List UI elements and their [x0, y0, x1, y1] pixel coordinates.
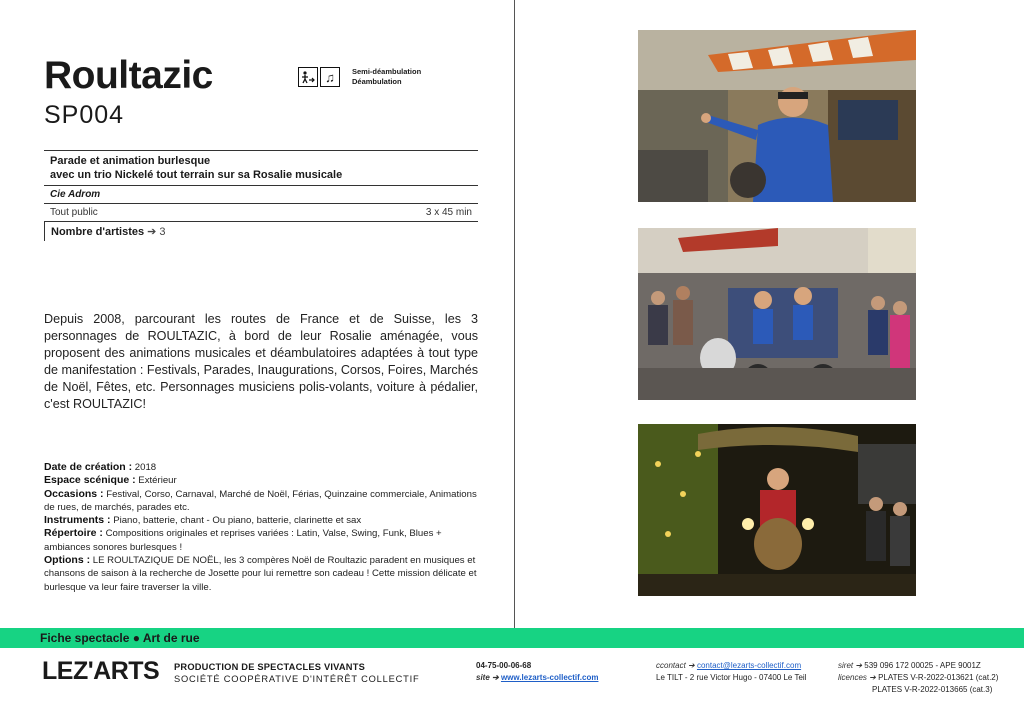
contact-block	[656, 660, 806, 684]
site-label: site ➔	[476, 673, 499, 682]
detail-value: Festival, Corso, Carnaval, Marché de Noël, Férias, Quinzaine commerciale, Animations de rues, de marchés, parades etc.	[44, 488, 477, 513]
detail-label: Options :	[44, 554, 91, 567]
details-list	[44, 461, 484, 594]
lezarts-logo: LEZ'ARTS	[42, 657, 160, 685]
tagline: PRODUCTION DE SPECTACLES VIVANTS	[174, 662, 365, 672]
semi-deambulation-icon	[298, 67, 318, 87]
show-code: SP004	[44, 101, 125, 129]
mode-deambulation: Déambulation	[352, 77, 402, 86]
detail-item	[44, 514, 484, 527]
detail-item	[44, 461, 484, 474]
photo-christmas-night	[638, 424, 916, 596]
detail-value: LE ROULTAZIQUE DE NOËL, les 3 compères Noël de Roultazic paradent en musiques et chansons de saison à la recherche de Josette pour lui remettre son cadeau ! Cette mission délicate et burlesque va leur faire traverser la ville.	[44, 555, 477, 593]
lead-line: Parade et animation burlesque	[50, 155, 211, 167]
mode-labels	[352, 67, 421, 87]
site-link[interactable]: www.lezarts-collectif.com	[500, 673, 599, 682]
description: Depuis 2008, parcourant les routes de France et de Suisse, les 3 personnages de ROULTAZIC, à bord de leur Rosalie aménagée, vous proposent des animations musicales et déambulatoires adaptées à tout type de manifestation : Festivals, Parades, Inaugurations, Corsos, Foires, Marchés de Noël, Fêtes, etc. Personnages musiciens polis-volants, voiture à pédalier, c'est ROULTAZIC!	[44, 312, 478, 411]
detail-value: 2018	[134, 462, 157, 473]
subtagline: SOCIÉTÉ COOPÉRATIVE D'INTÉRÊT COLLECTIF	[174, 674, 420, 684]
lead-text	[44, 150, 478, 185]
category-label: Fiche spectacle ● Art de rue	[40, 631, 200, 645]
duration: 3 x 45 min	[425, 207, 472, 218]
detail-label: Répertoire :	[44, 527, 103, 540]
contact-email-link[interactable]: contact@lezarts-collectif.com	[696, 661, 802, 670]
detail-item	[44, 474, 484, 487]
phone-number: 04-75-00-06-68	[476, 661, 532, 670]
licences-label: licences ➔	[838, 673, 876, 682]
licence-1: PLATES V-R-2022-013621 (cat.2)	[878, 673, 999, 682]
siret-label: siret ➔	[838, 661, 863, 670]
licence-2: PLATES V-R-2022-013665 (cat.3)	[872, 685, 993, 694]
audience-row	[44, 203, 478, 221]
photo-musician-awning	[638, 30, 916, 202]
detail-label: Espace scénique :	[44, 474, 136, 487]
audience: Tout public	[50, 207, 98, 218]
detail-value: Extérieur	[138, 475, 177, 487]
legal-block	[838, 660, 998, 696]
mode-icons	[298, 67, 340, 87]
siret-value: 539 096 172 00025 - APE 9001Z	[864, 661, 981, 670]
music-note-icon: ♫	[320, 67, 340, 87]
artists-value: ➔ 3	[147, 226, 166, 238]
company-tagline	[174, 661, 419, 685]
detail-item	[44, 488, 484, 515]
contact-label: ccontact ➔	[656, 661, 695, 670]
detail-label: Instruments :	[44, 514, 111, 527]
detail-value: Compositions originales et reprises variées : Latin, Valse, Swing, Funk, Blues + ambiances sonores burlesques !	[44, 528, 442, 553]
phone-block	[476, 660, 598, 684]
detail-item	[44, 527, 484, 554]
photo-crowd-parade	[638, 228, 916, 400]
address: Le TILT - 2 rue Victor Hugo - 07400 Le Teil	[656, 673, 807, 682]
artists-row	[44, 221, 478, 241]
page-divider	[514, 0, 515, 628]
footer-category-bar	[0, 628, 1024, 648]
artists-label: Nombre d'artistes	[51, 226, 145, 238]
info-box	[44, 150, 478, 241]
detail-label: Occasions :	[44, 487, 104, 500]
mode-semi-deambulation: Semi-déambulation	[352, 67, 422, 76]
detail-value: Piano, batterie, chant - Ou piano, batterie, clarinette et sax	[113, 515, 362, 527]
detail-label: Date de création :	[44, 461, 133, 473]
lead-line: avec un trio Nickelé tout terrain sur sa Rosalie musicale	[50, 169, 343, 181]
detail-item	[44, 554, 484, 594]
show-title: Roultazic	[44, 54, 213, 97]
company-name: Cie Adrom	[44, 185, 478, 203]
